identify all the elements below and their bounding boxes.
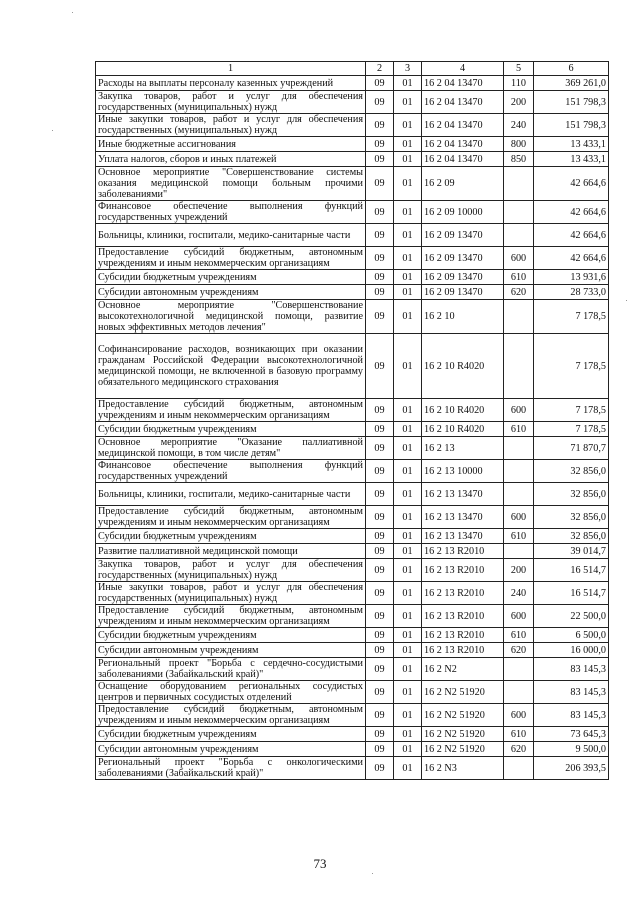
table-row — [96, 506, 609, 529]
row-name: Основное мероприятие "Оказание паллиативной медицинской помощи, в том числе детям" — [96, 437, 366, 460]
row-section: 09 — [366, 285, 394, 300]
row-target-code: 16 2 N2 51920 — [422, 727, 504, 742]
row-name: Предоставление субсидий бюджетным, автономным учреждениям и иным некоммерческим организациям — [96, 506, 366, 529]
row-section: 09 — [366, 270, 394, 285]
row-expense-type: 610 — [504, 628, 534, 643]
row-expense-type — [504, 658, 534, 681]
row-subsection: 01 — [394, 300, 422, 334]
row-expense-type — [504, 437, 534, 460]
column-header: 6 — [534, 62, 609, 76]
row-section: 09 — [366, 114, 394, 137]
row-amount: 16 000,0 — [534, 643, 609, 658]
row-amount: 73 645,3 — [534, 727, 609, 742]
table-row — [96, 334, 609, 399]
row-name: Субсидии автономным учреждениям — [96, 643, 366, 658]
row-section: 09 — [366, 582, 394, 605]
row-amount: 7 178,5 — [534, 334, 609, 399]
row-expense-type: 610 — [504, 727, 534, 742]
row-amount: 16 514,7 — [534, 559, 609, 582]
row-subsection: 01 — [394, 167, 422, 201]
table-row — [96, 285, 609, 300]
row-section: 09 — [366, 559, 394, 582]
column-header: 5 — [504, 62, 534, 76]
row-target-code: 16 2 13 R2010 — [422, 559, 504, 582]
row-amount: 39 014,7 — [534, 544, 609, 559]
row-subsection: 01 — [394, 137, 422, 152]
row-section: 09 — [366, 300, 394, 334]
row-subsection: 01 — [394, 152, 422, 167]
row-name: Больницы, клиники, госпитали, медико-санитарные части — [96, 224, 366, 247]
row-name: Субсидии автономным учреждениям — [96, 742, 366, 757]
row-subsection: 01 — [394, 76, 422, 91]
row-target-code: 16 2 04 13470 — [422, 114, 504, 137]
row-expense-type: 600 — [504, 704, 534, 727]
row-subsection: 01 — [394, 506, 422, 529]
row-section: 09 — [366, 628, 394, 643]
row-expense-type — [504, 224, 534, 247]
row-section: 09 — [366, 437, 394, 460]
row-subsection: 01 — [394, 114, 422, 137]
row-target-code: 16 2 13 — [422, 437, 504, 460]
row-target-code: 16 2 04 13470 — [422, 91, 504, 114]
row-amount: 16 514,7 — [534, 582, 609, 605]
row-amount: 42 664,6 — [534, 224, 609, 247]
row-name: Уплата налогов, сборов и иных платежей — [96, 152, 366, 167]
table-row — [96, 201, 609, 224]
row-section: 09 — [366, 76, 394, 91]
row-section: 09 — [366, 224, 394, 247]
row-section: 09 — [366, 643, 394, 658]
row-subsection: 01 — [394, 201, 422, 224]
row-name: Субсидии бюджетным учреждениям — [96, 529, 366, 544]
row-target-code: 16 2 13 13470 — [422, 483, 504, 506]
row-name: Предоставление субсидий бюджетным, автономным учреждениям и иным некоммерческим организациям — [96, 247, 366, 270]
row-target-code: 16 2 04 13470 — [422, 152, 504, 167]
row-target-code: 16 2 N3 — [422, 757, 504, 780]
row-subsection: 01 — [394, 224, 422, 247]
row-amount: 13 433,1 — [534, 137, 609, 152]
row-section: 09 — [366, 727, 394, 742]
row-expense-type: 600 — [504, 506, 534, 529]
row-expense-type — [504, 167, 534, 201]
row-section: 09 — [366, 605, 394, 628]
row-section: 09 — [366, 334, 394, 399]
row-expense-type — [504, 460, 534, 483]
row-name: Оснащение оборудованием региональных сосудистых центров и первичных сосудистых отделений — [96, 681, 366, 704]
table-row — [96, 300, 609, 334]
row-subsection: 01 — [394, 285, 422, 300]
row-target-code: 16 2 09 13470 — [422, 224, 504, 247]
row-subsection: 01 — [394, 247, 422, 270]
row-subsection: 01 — [394, 658, 422, 681]
row-subsection: 01 — [394, 681, 422, 704]
row-expense-type: 600 — [504, 247, 534, 270]
table-row — [96, 167, 609, 201]
row-name: Субсидии автономным учреждениям — [96, 285, 366, 300]
table-row — [96, 742, 609, 757]
table-row — [96, 757, 609, 780]
row-target-code: 16 2 10 R4020 — [422, 422, 504, 437]
table-row — [96, 460, 609, 483]
row-amount: 32 856,0 — [534, 460, 609, 483]
row-name: Субсидии бюджетным учреждениям — [96, 270, 366, 285]
row-amount: 7 178,5 — [534, 422, 609, 437]
table-row — [96, 224, 609, 247]
row-target-code: 16 2 09 13470 — [422, 270, 504, 285]
scan-speck — [52, 130, 53, 131]
row-target-code: 16 2 13 13470 — [422, 506, 504, 529]
row-section: 09 — [366, 91, 394, 114]
row-name: Иные закупки товаров, работ и услуг для обеспечения государственных (муниципальных) нужд — [96, 114, 366, 137]
row-expense-type — [504, 544, 534, 559]
row-amount: 13 931,6 — [534, 270, 609, 285]
table-row — [96, 399, 609, 422]
row-subsection: 01 — [394, 742, 422, 757]
table-row — [96, 559, 609, 582]
table-row — [96, 247, 609, 270]
row-name: Региональный проект "Борьба с онкологическими заболеваниями (Забайкальский край)" — [96, 757, 366, 780]
scan-speck — [72, 12, 73, 13]
column-header: 3 — [394, 62, 422, 76]
row-target-code: 16 2 04 13470 — [422, 76, 504, 91]
row-name: Развитие паллиативной медицинской помощи — [96, 544, 366, 559]
row-subsection: 01 — [394, 628, 422, 643]
row-section: 09 — [366, 137, 394, 152]
row-name: Субсидии бюджетным учреждениям — [96, 422, 366, 437]
row-expense-type: 240 — [504, 114, 534, 137]
row-name: Основное мероприятие "Совершенствование высокотехнологичной медицинской помощи, развитие новых эффективных методов лечения" — [96, 300, 366, 334]
row-section: 09 — [366, 483, 394, 506]
table-row — [96, 137, 609, 152]
table-row — [96, 529, 609, 544]
row-section: 09 — [366, 201, 394, 224]
row-amount: 32 856,0 — [534, 529, 609, 544]
table-row — [96, 582, 609, 605]
table-row — [96, 544, 609, 559]
row-subsection: 01 — [394, 757, 422, 780]
row-target-code: 16 2 13 R2010 — [422, 605, 504, 628]
row-expense-type: 620 — [504, 643, 534, 658]
row-subsection: 01 — [394, 582, 422, 605]
row-target-code: 16 2 13 13470 — [422, 529, 504, 544]
row-section: 09 — [366, 658, 394, 681]
row-section: 09 — [366, 152, 394, 167]
row-name: Основное мероприятие "Совершенствование системы оказания медицинской помощи больным прочими заболеваниями" — [96, 167, 366, 201]
table-header-row — [96, 62, 609, 76]
row-amount: 13 433,1 — [534, 152, 609, 167]
budget-table — [95, 61, 609, 780]
row-target-code: 16 2 09 10000 — [422, 201, 504, 224]
row-expense-type: 600 — [504, 399, 534, 422]
table-row — [96, 483, 609, 506]
scan-speck — [626, 300, 627, 301]
row-expense-type — [504, 201, 534, 224]
row-amount: 83 145,3 — [534, 658, 609, 681]
row-name: Софинансирование расходов, возникающих при оказании гражданам Российской Федерации высокотехнологичной медицинской помощи, не включенной в базовую программу обязательного медицинского страхования — [96, 334, 366, 399]
row-name: Больницы, клиники, госпитали, медико-санитарные части — [96, 483, 366, 506]
row-expense-type: 240 — [504, 582, 534, 605]
table-row — [96, 152, 609, 167]
row-target-code: 16 2 13 R2010 — [422, 643, 504, 658]
table-row — [96, 704, 609, 727]
row-target-code: 16 2 N2 51920 — [422, 704, 504, 727]
row-target-code: 16 2 N2 51920 — [422, 742, 504, 757]
row-name: Расходы на выплаты персоналу казенных учреждений — [96, 76, 366, 91]
row-expense-type: 200 — [504, 91, 534, 114]
row-subsection: 01 — [394, 605, 422, 628]
row-amount: 9 500,0 — [534, 742, 609, 757]
row-name: Предоставление субсидий бюджетным, автономным учреждениям и иным некоммерческим организациям — [96, 605, 366, 628]
row-amount: 7 178,5 — [534, 300, 609, 334]
row-subsection: 01 — [394, 544, 422, 559]
row-section: 09 — [366, 422, 394, 437]
scan-speck — [372, 873, 373, 874]
table-row — [96, 91, 609, 114]
row-amount: 206 393,5 — [534, 757, 609, 780]
table-row — [96, 114, 609, 137]
row-amount: 6 500,0 — [534, 628, 609, 643]
row-subsection: 01 — [394, 727, 422, 742]
row-section: 09 — [366, 399, 394, 422]
table-row — [96, 643, 609, 658]
row-expense-type: 110 — [504, 76, 534, 91]
row-amount: 32 856,0 — [534, 506, 609, 529]
row-section: 09 — [366, 529, 394, 544]
row-amount: 369 261,0 — [534, 76, 609, 91]
row-amount: 151 798,3 — [534, 91, 609, 114]
column-header: 4 — [422, 62, 504, 76]
row-name: Закупка товаров, работ и услуг для обеспечения государственных (муниципальных) нужд — [96, 559, 366, 582]
table-row — [96, 605, 609, 628]
row-amount: 32 856,0 — [534, 483, 609, 506]
row-subsection: 01 — [394, 704, 422, 727]
row-name: Субсидии бюджетным учреждениям — [96, 628, 366, 643]
row-name: Иные бюджетные ассигнования — [96, 137, 366, 152]
column-header: 1 — [96, 62, 366, 76]
row-amount: 71 870,7 — [534, 437, 609, 460]
row-section: 09 — [366, 681, 394, 704]
row-target-code: 16 2 10 R4020 — [422, 334, 504, 399]
row-target-code: 16 2 13 R2010 — [422, 582, 504, 605]
row-target-code: 16 2 09 13470 — [422, 285, 504, 300]
column-header: 2 — [366, 62, 394, 76]
row-section: 09 — [366, 544, 394, 559]
table-row — [96, 658, 609, 681]
row-subsection: 01 — [394, 399, 422, 422]
row-expense-type: 850 — [504, 152, 534, 167]
table-row — [96, 270, 609, 285]
table-row — [96, 422, 609, 437]
row-amount: 42 664,6 — [534, 247, 609, 270]
row-expense-type — [504, 757, 534, 780]
row-target-code: 16 2 10 R4020 — [422, 399, 504, 422]
row-section: 09 — [366, 460, 394, 483]
row-expense-type: 610 — [504, 529, 534, 544]
row-name: Субсидии бюджетным учреждениям — [96, 727, 366, 742]
row-expense-type: 600 — [504, 605, 534, 628]
row-target-code: 16 2 13 R2010 — [422, 544, 504, 559]
row-subsection: 01 — [394, 483, 422, 506]
row-name: Региональный проект "Борьба с сердечно-сосудистыми заболеваниями (Забайкальский край)" — [96, 658, 366, 681]
row-target-code: 16 2 13 10000 — [422, 460, 504, 483]
row-target-code: 16 2 04 13470 — [422, 137, 504, 152]
row-subsection: 01 — [394, 437, 422, 460]
row-subsection: 01 — [394, 334, 422, 399]
row-expense-type: 620 — [504, 285, 534, 300]
row-amount: 42 664,6 — [534, 201, 609, 224]
row-amount: 22 500,0 — [534, 605, 609, 628]
row-subsection: 01 — [394, 422, 422, 437]
row-expense-type — [504, 300, 534, 334]
row-name: Предоставление субсидий бюджетным, автономным учреждениям и иным некоммерческим организациям — [96, 704, 366, 727]
row-name: Закупка товаров, работ и услуг для обеспечения государственных (муниципальных) нужд — [96, 91, 366, 114]
row-expense-type: 800 — [504, 137, 534, 152]
row-subsection: 01 — [394, 529, 422, 544]
row-name: Финансовое обеспечение выполнения функций государственных учреждений — [96, 201, 366, 224]
row-name: Финансовое обеспечение выполнения функций государственных учреждений — [96, 460, 366, 483]
row-expense-type: 620 — [504, 742, 534, 757]
row-subsection: 01 — [394, 270, 422, 285]
table-row — [96, 727, 609, 742]
row-section: 09 — [366, 742, 394, 757]
row-target-code: 16 2 10 — [422, 300, 504, 334]
table-row — [96, 628, 609, 643]
row-subsection: 01 — [394, 91, 422, 114]
row-target-code: 16 2 N2 — [422, 658, 504, 681]
table-row — [96, 681, 609, 704]
row-name: Предоставление субсидий бюджетным, автономным учреждениям и иным некоммерческим организациям — [96, 399, 366, 422]
row-expense-type: 610 — [504, 270, 534, 285]
row-amount: 83 145,3 — [534, 681, 609, 704]
row-target-code: 16 2 N2 51920 — [422, 681, 504, 704]
row-subsection: 01 — [394, 559, 422, 582]
page-number: 73 — [313, 856, 327, 871]
row-amount: 42 664,6 — [534, 167, 609, 201]
row-amount: 7 178,5 — [534, 399, 609, 422]
row-amount: 83 145,3 — [534, 704, 609, 727]
row-section: 09 — [366, 167, 394, 201]
row-name: Иные закупки товаров, работ и услуг для обеспечения государственных (муниципальных) нужд — [96, 582, 366, 605]
row-subsection: 01 — [394, 643, 422, 658]
row-expense-type — [504, 681, 534, 704]
row-section: 09 — [366, 506, 394, 529]
table-row — [96, 437, 609, 460]
row-section: 09 — [366, 757, 394, 780]
row-target-code: 16 2 09 — [422, 167, 504, 201]
row-section: 09 — [366, 247, 394, 270]
row-expense-type — [504, 334, 534, 399]
row-section: 09 — [366, 704, 394, 727]
row-subsection: 01 — [394, 460, 422, 483]
row-amount: 151 798,3 — [534, 114, 609, 137]
row-target-code: 16 2 09 13470 — [422, 247, 504, 270]
table-row — [96, 76, 609, 91]
row-expense-type — [504, 483, 534, 506]
row-expense-type: 200 — [504, 559, 534, 582]
row-expense-type: 610 — [504, 422, 534, 437]
row-target-code: 16 2 13 R2010 — [422, 628, 504, 643]
row-amount: 28 733,0 — [534, 285, 609, 300]
